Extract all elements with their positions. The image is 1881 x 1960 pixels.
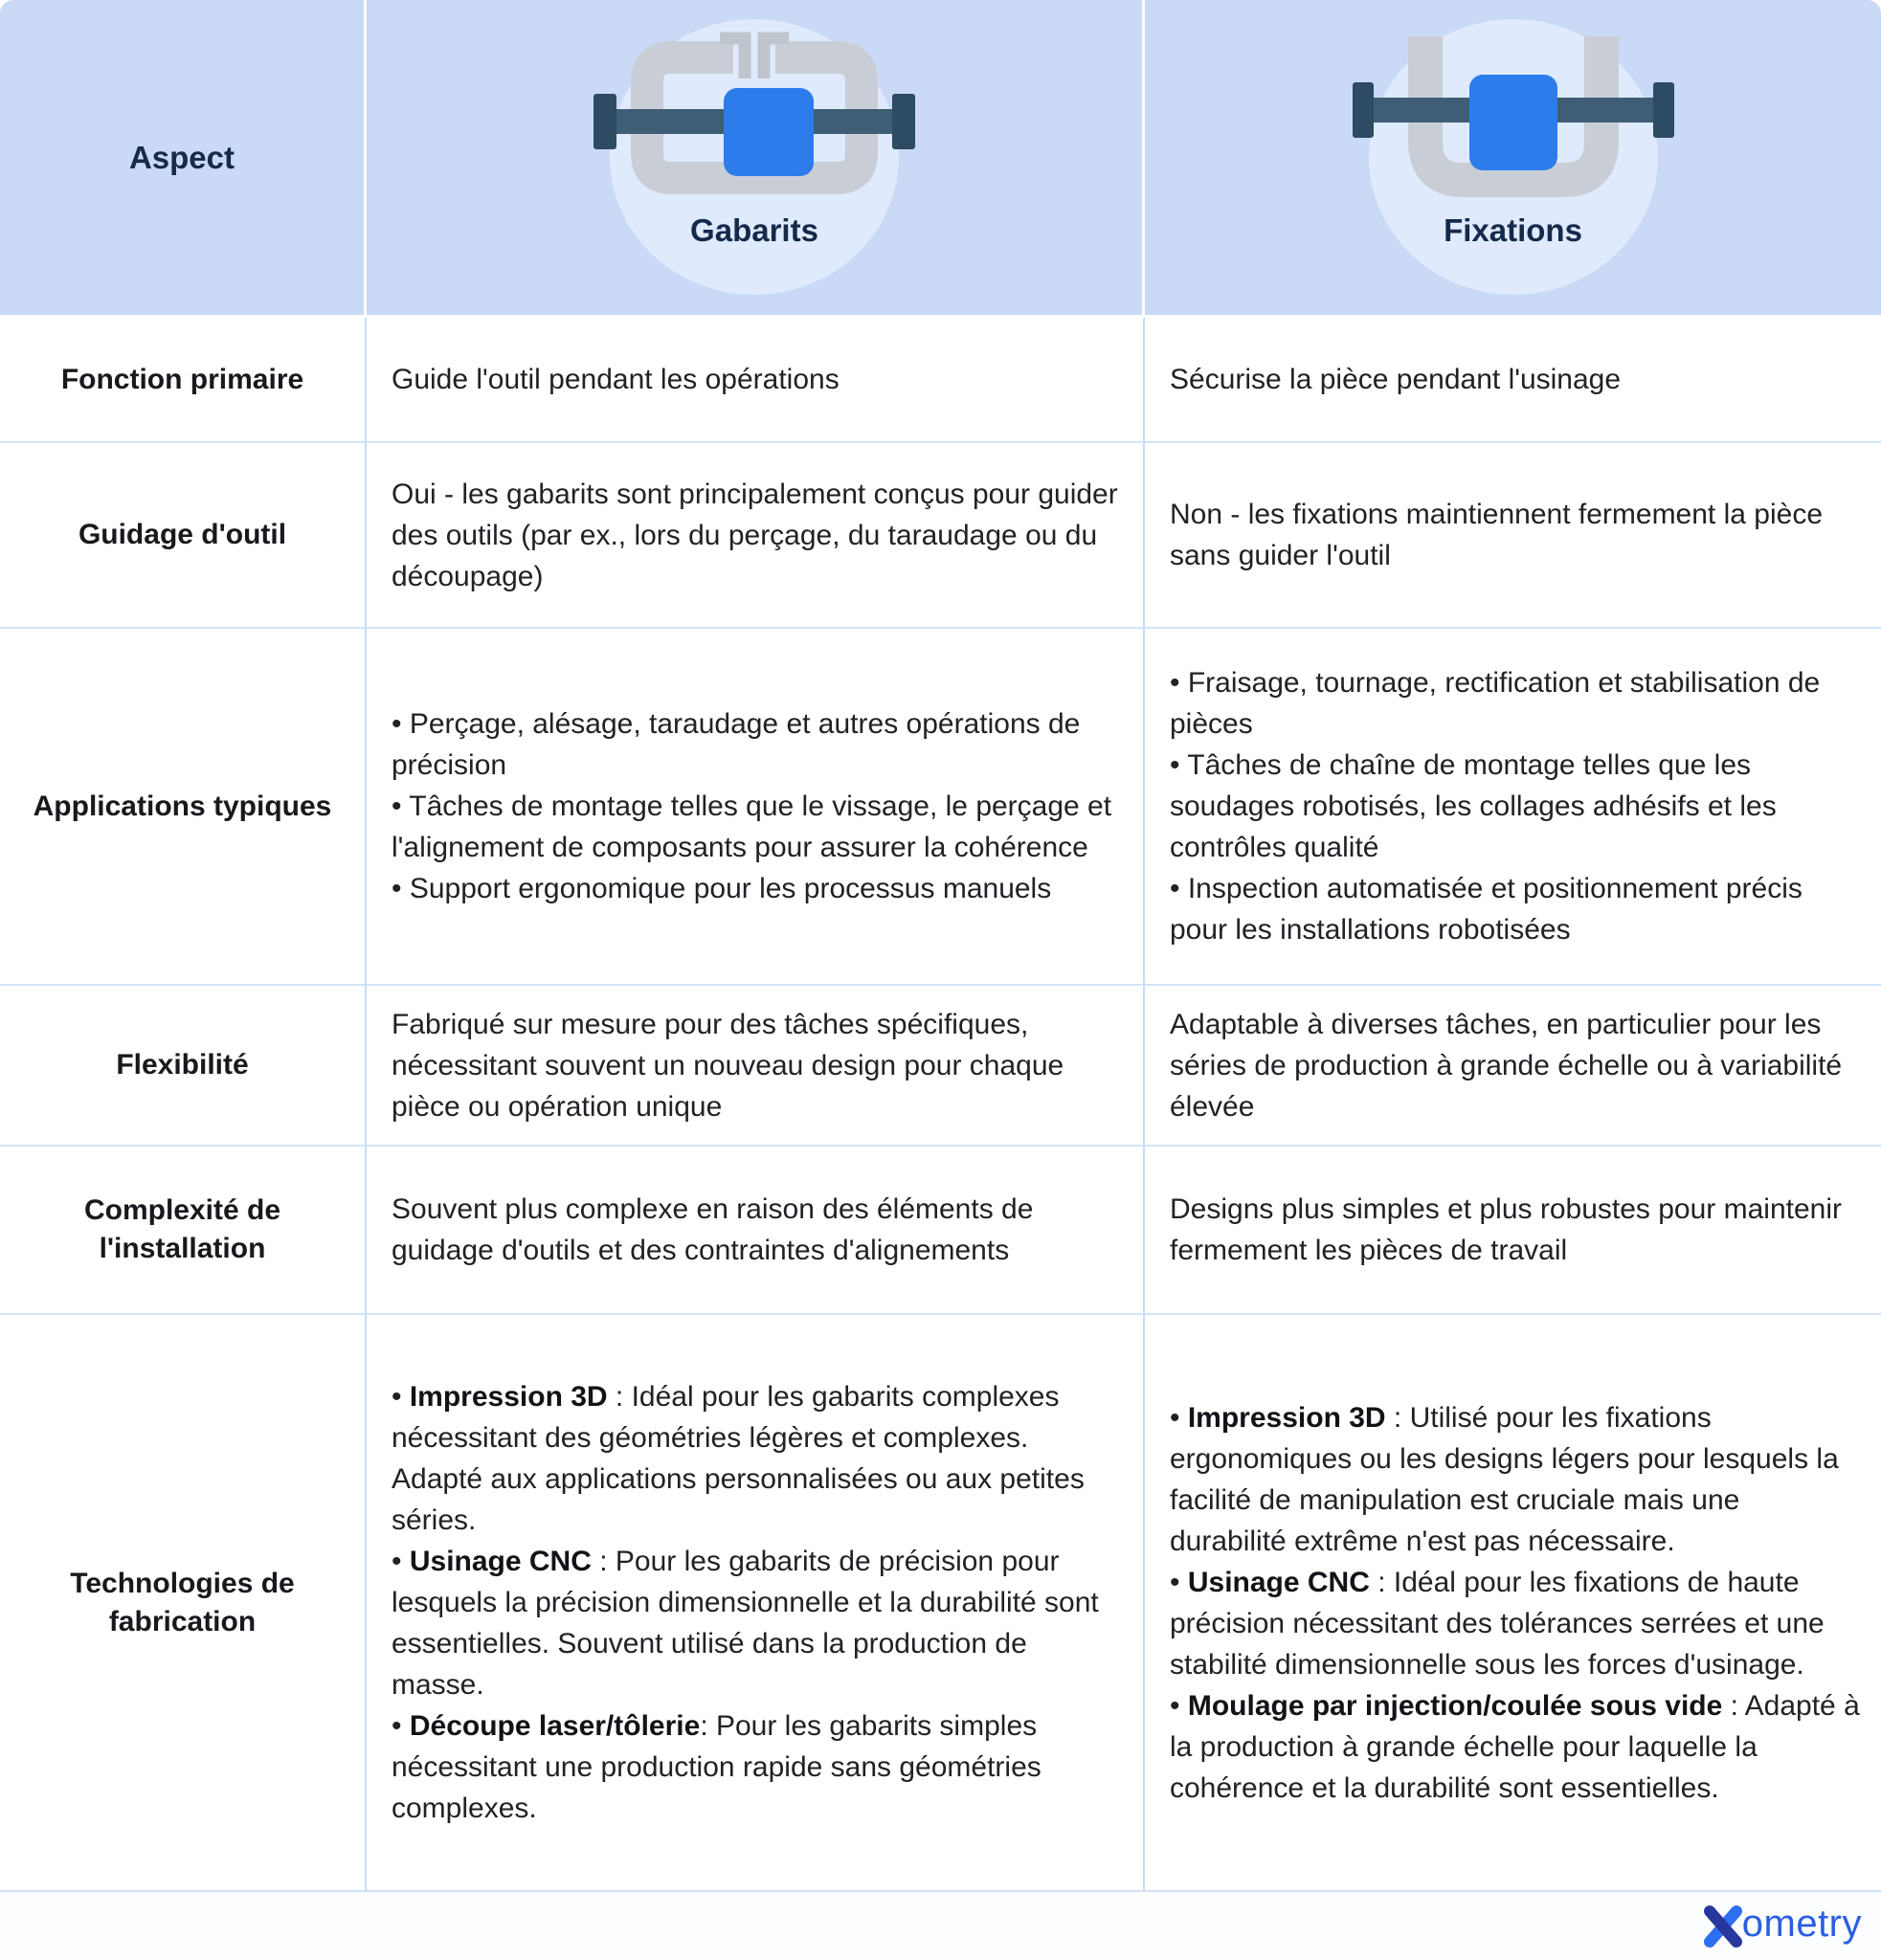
cell-paragraph: Adaptable à diverses tâches, en particulier pour les séries de production à grande échelle ou à variabilité élevée bbox=[1170, 1008, 1843, 1123]
gabarits-cell bbox=[367, 1147, 1145, 1315]
fixture-clamp-icon bbox=[1353, 29, 1674, 207]
aspect-cell: Fonction primaire bbox=[0, 318, 367, 443]
fixations-cell bbox=[1145, 1315, 1881, 1892]
fixations-cell bbox=[1145, 1147, 1881, 1315]
aspect-cell: Complexité de l'installation bbox=[0, 1147, 367, 1315]
aspect-column-title: Aspect bbox=[128, 139, 235, 175]
cell-paragraph: • Fraisage, tournage, rectification et stabilisation de pièces bbox=[1170, 667, 1821, 740]
cell-paragraph: • Inspection automatisée et positionnement précis pour les installations robotisées bbox=[1170, 873, 1803, 946]
fixations-column-title: Fixations bbox=[1444, 212, 1582, 248]
table-row bbox=[0, 629, 1881, 986]
cell-paragraph: Oui - les gabarits sont principalement conçus pour guider des outils (par ex., lors du perçage, du taraudage ou du découpage) bbox=[392, 478, 1118, 592]
cell-paragraph: Guide l'outil pendant les opérations bbox=[392, 364, 840, 395]
cell-paragraph: Non - les fixations maintiennent fermement la pièce sans guider l'outil bbox=[1170, 499, 1824, 571]
table-row bbox=[0, 318, 1881, 443]
table-row bbox=[0, 443, 1881, 629]
gabarits-header-cell bbox=[367, 0, 1145, 318]
gabarits-cell bbox=[367, 318, 1145, 443]
gabarits-column-title: Gabarits bbox=[690, 212, 818, 248]
fixations-header-cell bbox=[1145, 0, 1881, 318]
cell-paragraph: • Moulage par injection/coulée sous vide : Adapté à la production à grande échelle pour laquelle la cohérence et la durabilité sont essentielles. bbox=[1170, 1689, 1860, 1804]
xometry-x-icon bbox=[1701, 1904, 1745, 1949]
cell-paragraph: • Impression 3D : Utilisé pour les fixations ergonomiques ou les designs légers pour lesquels la facilité de manipulation est cruciale mais une durabilité extrême n'est pas nécessaire. bbox=[1170, 1401, 1839, 1557]
xometry-logo-text: ometry bbox=[1741, 1903, 1862, 1945]
table-row bbox=[0, 1315, 1881, 1892]
cell-paragraph: • Usinage CNC : Idéal pour les fixations de haute précision nécessitant des tolérances serrées et une stabilité dimensionnelle sous les forces d'usinage. bbox=[1170, 1566, 1825, 1681]
footer-bar bbox=[0, 1892, 1881, 1960]
table-body bbox=[0, 318, 1881, 1892]
gabarits-cell bbox=[367, 986, 1145, 1147]
aspect-cell: Technologies de fabrication bbox=[0, 1315, 367, 1892]
cell-paragraph: Fabriqué sur mesure pour des tâches spécifiques, nécessitant souvent un nouveau design pour chaque pièce ou opération unique bbox=[392, 1008, 1064, 1123]
fixations-cell bbox=[1145, 318, 1881, 443]
xometry-logo bbox=[1701, 1904, 1862, 1949]
cell-paragraph: • Tâches de chaîne de montage telles que les soudages robotisés, les collages adhésifs et les contrôles qualité bbox=[1170, 749, 1777, 863]
cell-paragraph: Souvent plus complexe en raison des éléments de guidage d'outils et des contraintes d'alignements bbox=[392, 1193, 1034, 1266]
fixations-cell bbox=[1145, 443, 1881, 629]
cell-paragraph: Sécurise la pièce pendant l'usinage bbox=[1170, 364, 1622, 395]
cell-paragraph: • Tâches de montage telles que le vissage, le perçage et l'alignement de composants pour assurer la cohérence bbox=[392, 791, 1112, 863]
aspect-cell: Applications typiques bbox=[0, 629, 367, 986]
aspect-cell: Guidage d'outil bbox=[0, 443, 367, 629]
gabarits-cell bbox=[367, 1315, 1145, 1892]
aspect-cell: Flexibilité bbox=[0, 986, 367, 1147]
jig-clamp-icon bbox=[593, 29, 915, 207]
gabarits-cell bbox=[367, 443, 1145, 629]
cell-paragraph: • Découpe laser/tôlerie: Pour les gabarits simples nécessitant une production rapide sans géométries complexes. bbox=[392, 1710, 1041, 1824]
cell-paragraph: • Perçage, alésage, taraudage et autres opérations de précision bbox=[392, 708, 1081, 781]
table-row bbox=[0, 1147, 1881, 1315]
cell-paragraph: • Impression 3D : Idéal pour les gabarits complexes nécessitant des géométries légères et complexes. Adapté aux applications personnalisées ou aux petites séries. bbox=[392, 1381, 1085, 1536]
cell-paragraph: • Support ergonomique pour les processus manuels bbox=[392, 873, 1052, 904]
table-header bbox=[0, 0, 1881, 318]
gabarits-cell bbox=[367, 629, 1145, 986]
fixations-cell bbox=[1145, 986, 1881, 1147]
fixations-cell bbox=[1145, 629, 1881, 986]
cell-paragraph: • Usinage CNC : Pour les gabarits de précision pour lesquels la précision dimensionnelle et la durabilité sont essentielles. Souvent utilisé dans la production de masse. bbox=[392, 1546, 1099, 1701]
table-row bbox=[0, 986, 1881, 1147]
cell-paragraph: Designs plus simples et plus robustes pour maintenir fermement les pièces de travail bbox=[1170, 1193, 1842, 1266]
aspect-header-cell bbox=[0, 0, 367, 318]
